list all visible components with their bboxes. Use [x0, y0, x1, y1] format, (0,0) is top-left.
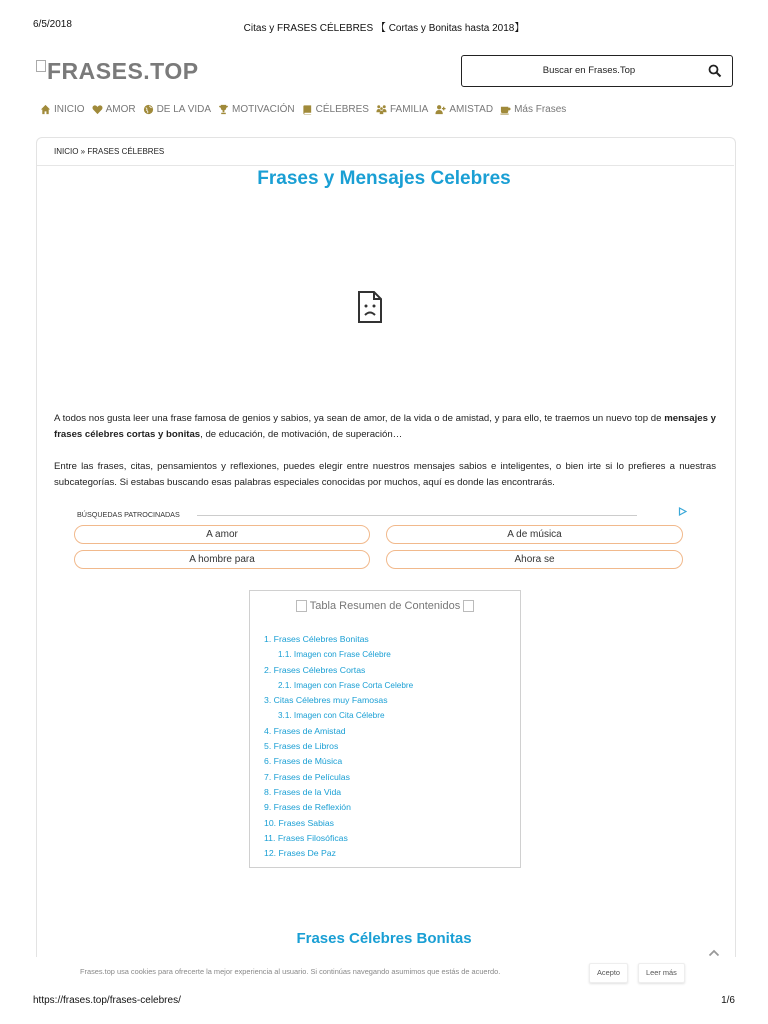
toc-link[interactable]: 12. Frases De Paz [264, 848, 336, 859]
search-input[interactable] [472, 64, 706, 77]
nav-label: AMOR [105, 104, 136, 115]
sponsored-search-button[interactable]: A de música [386, 525, 683, 544]
search-icon[interactable] [708, 64, 722, 78]
cookie-banner [0, 957, 768, 989]
toc-link[interactable]: 9. Frases de Reflexión [264, 802, 351, 813]
broken-image-icon [296, 600, 307, 612]
toc-link[interactable]: 5. Frases de Libros [264, 741, 339, 752]
print-date: 6/5/2018 [33, 19, 72, 30]
search-box[interactable] [461, 55, 733, 87]
breadcrumb-divider [37, 165, 734, 166]
toc-sublink[interactable]: 1.1. Imagen con Frase Célebre [278, 650, 391, 660]
intro-paragraph [54, 411, 716, 443]
sponsored-search-button[interactable]: Ahora se [386, 550, 683, 569]
heart-icon [92, 104, 103, 115]
nav-label: DE LA VIDA [156, 104, 212, 115]
nav-label: FAMILIA [389, 104, 429, 115]
cookie-message: Frases.top usa cookies para ofrecerte la mejor experiencia al usuario. Si continúas navegando asumimos que estás de acuerdo. [80, 967, 501, 976]
toc-link[interactable]: 3. Citas Célebres muy Famosas [264, 695, 388, 706]
print-url: https://frases.top/frases-celebres/ [33, 995, 181, 1006]
family-icon [376, 104, 387, 115]
broken-image-icon [36, 60, 46, 72]
adchoices-icon[interactable] [678, 507, 687, 516]
book-icon [302, 104, 313, 115]
toc-title: Tabla Resumen de Contenidos [309, 600, 461, 612]
intro-text-end: , de educación, de motivación, de superación… [200, 429, 403, 440]
nav-label: AMISTAD [449, 104, 494, 115]
intro-bold-text: mensajes y frases célebres cortas y bonitas [54, 413, 716, 440]
read-more-button[interactable]: Leer más [638, 963, 685, 983]
add-user-icon [435, 104, 446, 115]
nav-item-inicio[interactable] [40, 104, 85, 115]
sponsored-search-button[interactable]: A hombre para [74, 550, 370, 569]
sad-document-icon [356, 290, 384, 324]
broken-image-icon[interactable] [463, 600, 474, 612]
nav-label: CÉLEBRES [315, 104, 369, 115]
nav-label: INICIO [54, 104, 85, 115]
toc-link[interactable]: 11. Frases Filosóficas [264, 832, 348, 843]
toc-link[interactable]: 1. Frases Célebres Bonitas [264, 634, 369, 644]
main-nav [40, 104, 566, 115]
print-header [0, 0, 768, 44]
logo-text: FRASES.TOP [47, 58, 199, 84]
toc-link[interactable]: 10. Frases Sabias [264, 817, 335, 828]
trophy-icon [218, 104, 229, 115]
toc-link[interactable]: 4. Frases de Amistad [264, 725, 346, 736]
toc-sublink[interactable]: 3.1. Imagen con Cita Célebre [278, 711, 385, 721]
nav-item-mas-frases[interactable] [500, 104, 566, 115]
toc-sublink[interactable]: 2.1. Imagen con Frase Corta Celebre [278, 680, 414, 690]
toc-header [250, 600, 520, 612]
print-page-number: 1/6 [721, 995, 735, 1006]
nav-item-de-la-vida[interactable] [143, 104, 211, 115]
nav-item-motivacion[interactable] [218, 104, 295, 115]
section-heading: Frases Célebres Bonitas [296, 930, 472, 947]
print-page-title: Citas y FRASES CÉLEBRES 【 Cortas y Bonitas hasta 2018】 [243, 23, 525, 34]
home-icon [40, 104, 51, 115]
nav-item-familia[interactable] [376, 104, 428, 115]
nav-label: Más Frases [514, 104, 567, 115]
secondary-paragraph: Entre las frases, citas, pensamientos y reflexiones, puedes elegir entre nuestros mensajes sabios e inteligentes, o bien irte si lo prefieres a nuestras subcategorías. Si estabas buscando esas palabras especiales conocidas por muchos, aquí es donde las encontrarás. [54, 461, 716, 488]
toc-link[interactable]: 6. Frases de Música [264, 756, 343, 767]
intro-text: A todos nos gusta leer una frase famosa de genios y sabios, ya sean de amor, de la vida o de amistad, y para ello, te traemos un nuevo top de [54, 413, 665, 424]
toc-list [264, 632, 413, 861]
sponsored-label: BÚSQUEDAS PATROCINADAS [77, 510, 180, 519]
nav-item-celebres[interactable] [302, 104, 369, 115]
nav-label: MOTIVACIÓN [232, 104, 295, 115]
nav-item-amistad[interactable] [435, 104, 493, 115]
site-logo[interactable] [36, 58, 199, 85]
page-title: Frases y Mensajes Celebres [257, 168, 511, 189]
toc-link[interactable]: 8. Frases de la Vida [264, 786, 342, 797]
table-of-contents [249, 590, 521, 868]
accept-cookies-button[interactable]: Acepto [589, 963, 628, 983]
globe-icon [143, 104, 154, 115]
coffee-icon [500, 104, 511, 115]
breadcrumb[interactable]: INICIO » FRASES CÉLEBRES [54, 147, 165, 156]
toc-link[interactable]: 7. Frases de Películas [264, 771, 350, 782]
nav-item-amor[interactable] [92, 104, 136, 115]
toc-link[interactable]: 2. Frases Célebres Cortas [264, 664, 366, 675]
sponsored-divider [197, 515, 637, 516]
sponsored-search-button[interactable]: A amor [74, 525, 370, 544]
